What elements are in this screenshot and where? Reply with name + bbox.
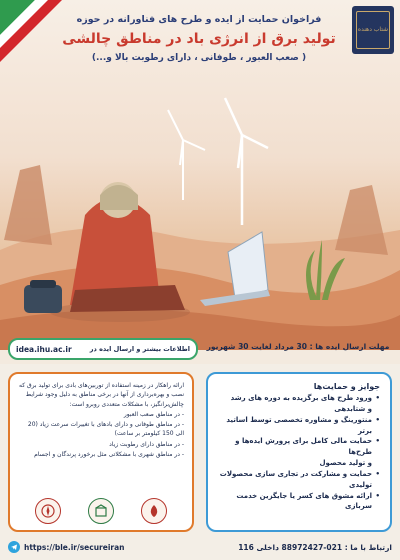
telegram-icon	[8, 541, 20, 553]
rock-right	[335, 185, 388, 255]
more-info-label: اطلاعات بیشتر و ارسال ایده در	[89, 345, 190, 353]
footer	[8, 540, 392, 554]
title-block	[52, 14, 346, 63]
reward-item-cont: و شتابدهی	[334, 404, 372, 413]
emblem-icon	[141, 498, 167, 524]
challenge-item: - در مناطق دارای رطوبت زیاد	[109, 440, 184, 448]
reward-item: • حمایت مالی کامل برای پرورش ایده‌ها و طرح‌ها	[218, 436, 380, 458]
reward-item: • حمایت و مشارکت در تجاری سازی محصولات	[218, 469, 380, 480]
rewards-list	[208, 393, 390, 512]
challenge-item: - در مناطق طوفانی و دارای بادهای با تغییرات سرعت زیاد (20 الی 150 کیلومتر بر ساعت)	[27, 421, 184, 438]
reward-item: • ارائه مشوق های کسر یا جایگزین خدمت سربازی	[218, 491, 380, 513]
contact-info: ارتباط با ما : 021-88972427 داخلی 116	[238, 542, 392, 552]
main-title: تولید برق از انرژی باد در مناطق چالشی	[62, 31, 336, 47]
sponsor-logos	[10, 498, 192, 524]
info-bar	[8, 338, 392, 360]
university-seal-icon	[35, 498, 61, 524]
deadline-text: مهلت ارسال ایده ها : 30 مرداد لغایت 30 شهریور	[206, 342, 390, 351]
challenge-intro: ارائه راهکار در زمینه استفاده از توربین‌های بادی برای تولید برق که نصب و بهره‌برداری از آنها در برخی مناطق به دلیل وجود شرایط چالش‌برانگیز، با مشکلات متعددی روبرو است:	[18, 382, 184, 408]
rock-left	[4, 165, 52, 245]
call-title: فراخوان حمایت از ایده و طرح های فناورانه در حوزه	[76, 14, 322, 25]
institution-seal-icon	[88, 498, 114, 524]
reward-item-cont: تولیدی	[349, 480, 372, 489]
submission-link[interactable]: idea.ihu.ac.ir	[16, 344, 72, 354]
bottom-section	[0, 364, 400, 560]
challenge-item: - در مناطق شهری با مشکلاتی مثل برخورد پرندگان و اجسام	[34, 451, 184, 459]
social-link[interactable]	[8, 541, 125, 553]
organization-logo	[352, 6, 394, 54]
subtitle: ( صعب العبور ، طوفانی ، دارای رطوبت بالا و...)	[91, 53, 307, 63]
reward-item: • منتورینگ و مشاوره تخصصی توسط اساتید برتر	[218, 415, 380, 437]
rewards-heading: جوایز و حمایت‌ها	[313, 382, 380, 391]
challenge-panel	[8, 372, 194, 532]
reward-item-cont: و تولید محصول	[319, 459, 372, 468]
wind-turbine-icon	[225, 98, 268, 225]
wind-turbine-icon	[168, 110, 205, 200]
reward-item: • ورود طرح های برگزیده به دوره های رشد	[218, 393, 380, 404]
social-url[interactable]: https://ble.ir/secureiran	[24, 542, 125, 552]
challenge-item: - در مناطق صعب العبور	[123, 410, 184, 418]
submission-box	[8, 338, 198, 360]
rewards-panel	[206, 372, 392, 532]
logo-text: شتاب دهنده	[356, 11, 390, 49]
